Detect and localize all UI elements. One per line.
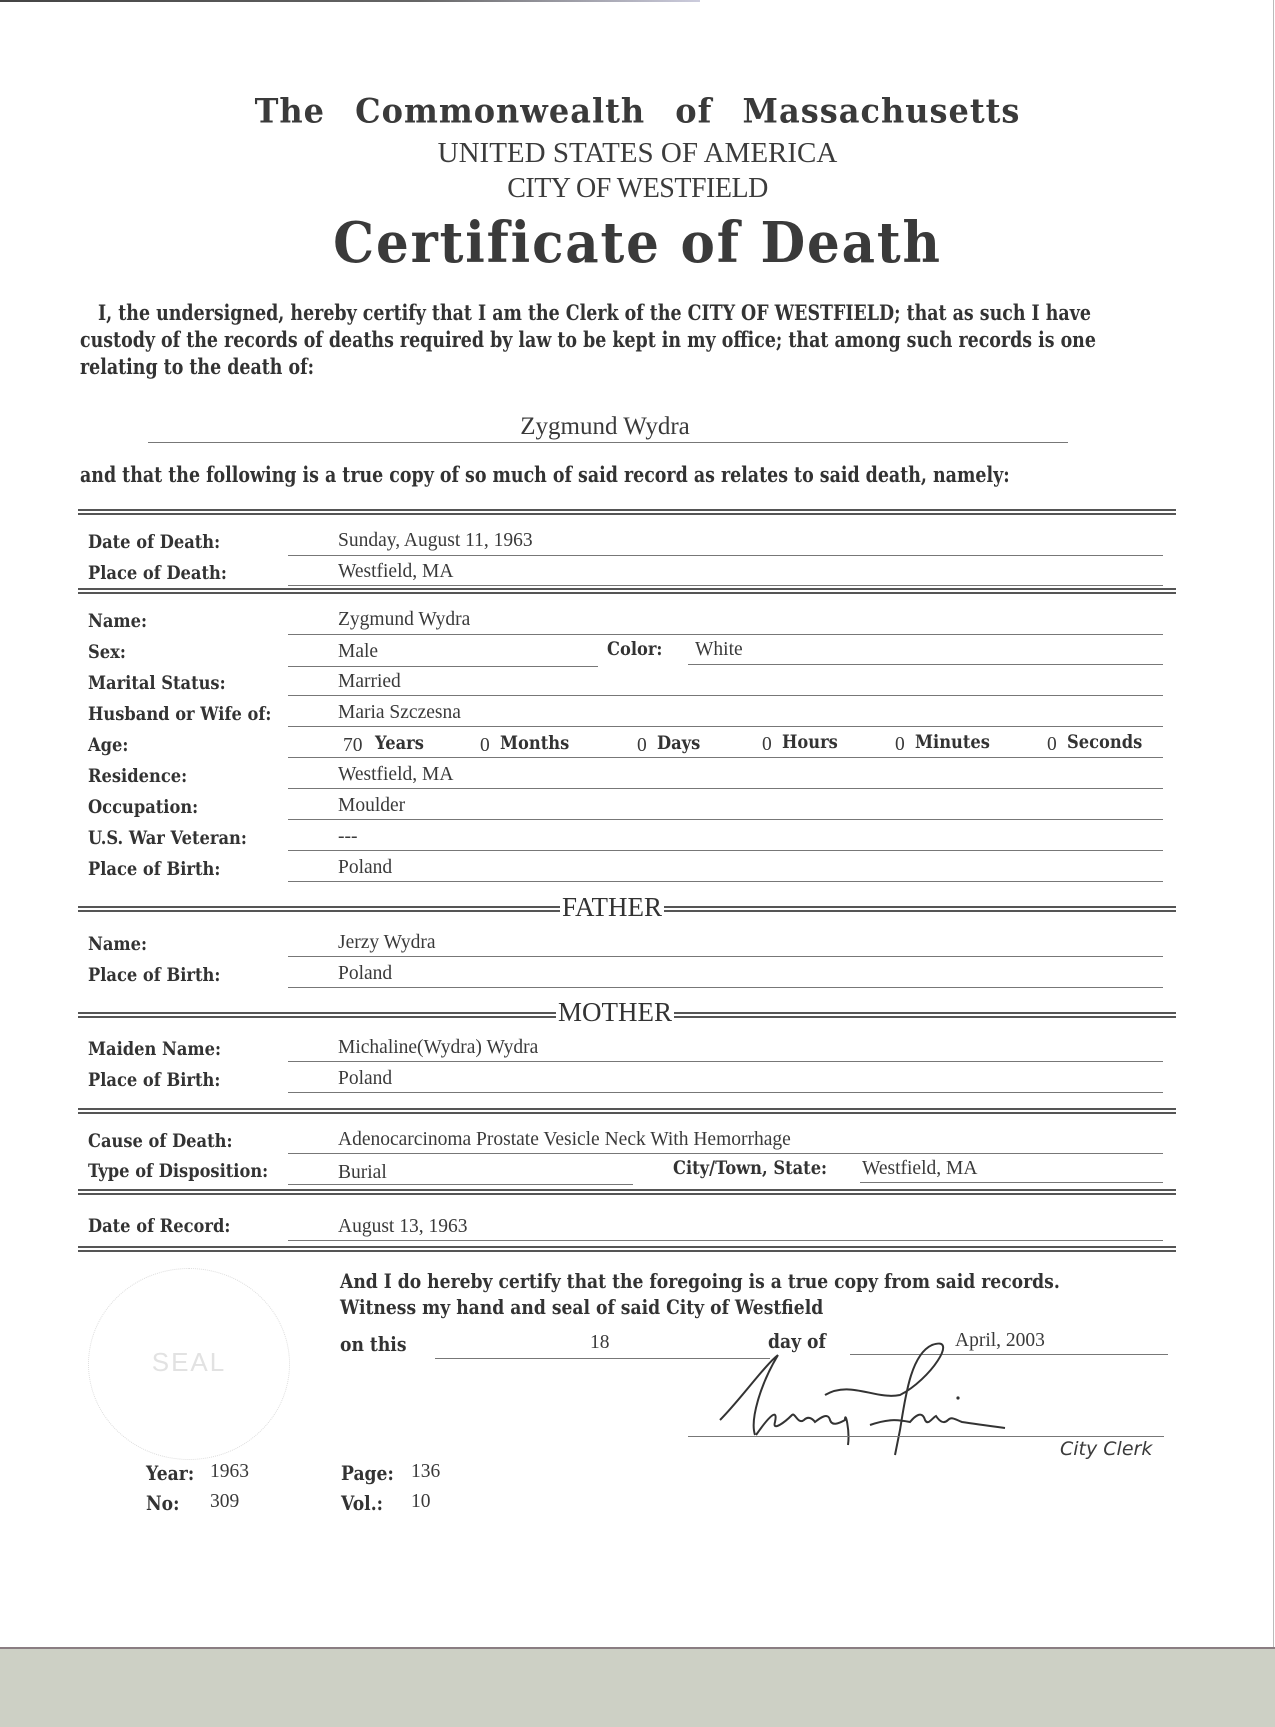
name-value: Zygmund Wydra <box>338 609 471 630</box>
residence-value: Westfield, MA <box>338 764 454 785</box>
field-underline <box>288 956 1163 957</box>
true-copy-statement: and that the following is a true copy of so much of said record as relates to said death, namely: <box>80 463 1010 488</box>
field-underline <box>288 1184 633 1185</box>
city-seal <box>88 1268 290 1460</box>
field-underline <box>288 850 1163 851</box>
field-underline <box>860 1182 1163 1183</box>
day-value: 18 <box>590 1332 610 1353</box>
mother-birthplace-value: Poland <box>338 1068 393 1089</box>
age-years-label: Years <box>375 733 424 754</box>
field-underline <box>288 666 598 667</box>
age-days-label: Days <box>657 733 701 754</box>
age-label: Age: <box>88 735 129 756</box>
field-underline <box>288 726 1163 727</box>
attestation-line-2: Witness my hand and seal of said City of Westfield <box>340 1296 824 1319</box>
field-underline <box>288 757 1163 758</box>
attestation-line-1: And I do hereby certify that the foregoing is a true copy from said records. <box>340 1270 1060 1293</box>
mother-maiden-name-value: Michaline(Wydra) Wydra <box>338 1037 539 1058</box>
day-of-label: day of <box>768 1330 826 1353</box>
war-veteran-label: U.S. War Veteran: <box>88 828 247 849</box>
field-underline <box>288 819 1163 820</box>
volume-value: 10 <box>411 1491 431 1512</box>
on-this-label: on this <box>340 1333 407 1356</box>
father-birthplace-value: Poland <box>338 963 393 984</box>
field-underline <box>288 1092 1163 1093</box>
field-underline <box>288 585 1163 586</box>
father-name-label: Name: <box>88 934 148 955</box>
field-underline <box>288 695 1163 696</box>
signature-line <box>688 1436 1164 1437</box>
mother-maiden-name-label: Maiden Name: <box>88 1039 222 1060</box>
city-clerk-title: City Clerk <box>1060 1438 1153 1460</box>
section-divider <box>78 1189 1176 1195</box>
cause-of-death-value: Adenocarcinoma Prostate Vesicle Neck With Hemorrhage <box>338 1129 791 1150</box>
field-underline <box>288 788 1163 789</box>
date-of-death-value: Sunday, August 11, 1963 <box>338 530 533 551</box>
number-label: No: <box>146 1492 180 1515</box>
age-hours-label: Hours <box>782 732 838 753</box>
clerk-signature <box>700 1340 1080 1460</box>
field-underline <box>688 664 1163 665</box>
year-value: 1963 <box>210 1461 249 1482</box>
place-of-death-value: Westfield, MA <box>338 561 454 582</box>
marital-status-label: Marital Status: <box>88 673 226 694</box>
year-label: Year: <box>146 1462 195 1485</box>
sex-value: Male <box>338 641 379 662</box>
city-heading: CITY OF WESTFIELD <box>507 173 768 204</box>
place-of-death-label: Place of Death: <box>88 563 227 584</box>
color-label: Color: <box>607 639 663 660</box>
field-underline <box>288 881 1163 882</box>
age-years-value: 70 <box>343 735 363 756</box>
section-divider <box>78 1246 1176 1252</box>
seal-text: SEAL <box>151 1347 227 1377</box>
date-of-record-value: August 13, 1963 <box>338 1216 468 1237</box>
commonwealth-heading: The Commonwealth of Massachusetts <box>254 91 1021 131</box>
cause-of-death-label: Cause of Death: <box>88 1131 233 1152</box>
certification-paragraph: I, the undersigned, hereby certify that I am the Clerk of the CITY OF WESTFIELD; that as such I have custody of the records of deaths required by law to be kept in my office; that among such records is one relating to the death of: <box>80 301 1096 380</box>
date-of-death-label: Date of Death: <box>88 532 221 553</box>
page-label: Page: <box>341 1462 394 1485</box>
page-value: 136 <box>411 1461 441 1482</box>
occupation-value: Moulder <box>338 795 406 816</box>
field-underline <box>288 1061 1163 1062</box>
date-of-record-label: Date of Record: <box>88 1216 231 1237</box>
section-divider <box>78 509 1176 515</box>
field-underline <box>288 555 1163 556</box>
number-value: 309 <box>210 1491 240 1512</box>
sex-label: Sex: <box>88 642 126 663</box>
field-underline <box>288 1153 1163 1154</box>
occupation-label: Occupation: <box>88 797 199 818</box>
birthplace-label: Place of Birth: <box>88 859 221 880</box>
decedent-name-underline <box>148 442 1068 443</box>
disposition-label: Type of Disposition: <box>88 1161 269 1182</box>
age-minutes-value: 0 <box>895 734 905 755</box>
volume-label: Vol.: <box>341 1492 384 1515</box>
mother-heading: MOTHER <box>558 997 672 1027</box>
month-year-value: April, 2003 <box>955 1330 1045 1351</box>
country-heading: UNITED STATES OF AMERICA <box>437 137 838 169</box>
city-town-state-label: City/Town, State: <box>673 1158 828 1179</box>
spouse-value: Maria Szczesna <box>338 702 461 723</box>
disposition-value: Burial <box>338 1162 387 1183</box>
field-underline <box>288 987 1163 988</box>
section-divider <box>78 588 1176 594</box>
certificate-title: Certificate of Death <box>333 210 942 276</box>
scan-edge-right <box>1273 0 1274 1647</box>
city-town-state-value: Westfield, MA <box>862 1158 978 1179</box>
birthplace-value: Poland <box>338 857 393 878</box>
section-divider <box>78 1108 1176 1114</box>
marital-status-value: Married <box>338 671 401 692</box>
spouse-label: Husband or Wife of: <box>88 704 272 725</box>
war-veteran-value: --- <box>338 826 358 847</box>
mother-birthplace-label: Place of Birth: <box>88 1070 221 1091</box>
name-label: Name: <box>88 611 148 632</box>
age-months-label: Months <box>500 733 570 754</box>
age-minutes-label: Minutes <box>915 732 990 753</box>
age-months-value: 0 <box>480 735 490 756</box>
scanner-background <box>0 1647 1275 1727</box>
father-name-value: Jerzy Wydra <box>338 932 436 953</box>
age-hours-value: 0 <box>762 734 772 755</box>
age-seconds-label: Seconds <box>1067 732 1143 753</box>
father-heading: FATHER <box>562 892 663 922</box>
decedent-name-heading: Zygmund Wydra <box>520 413 690 440</box>
age-days-value: 0 <box>637 735 647 756</box>
age-seconds-value: 0 <box>1047 734 1057 755</box>
father-birthplace-label: Place of Birth: <box>88 965 221 986</box>
field-underline <box>288 634 1163 635</box>
color-value: White <box>695 639 743 660</box>
scan-edge-top <box>0 0 700 2</box>
residence-label: Residence: <box>88 766 188 787</box>
field-underline <box>288 1240 1163 1241</box>
